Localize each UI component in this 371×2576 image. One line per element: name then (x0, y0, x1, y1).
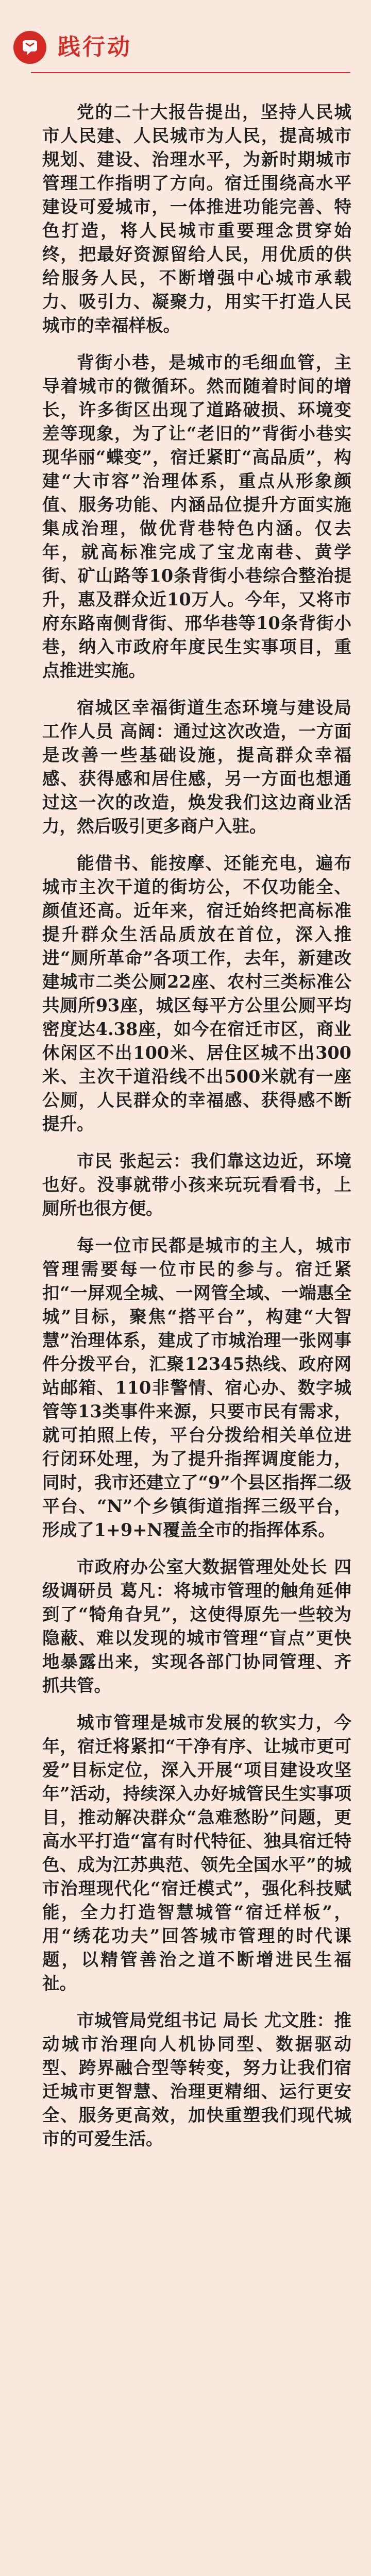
title-divider (31, 72, 350, 73)
paragraph-quote-you-wensheng: 市城管局党组书记 局长 尤文胜：推动城市治理向人机协同型、数据驱动型、跨界融合型等转变，努力让我们宿迁城市更智慧、治理更精细、运行更安全、服务更高效，加快重塑我们现代城市的可爱生活。 (42, 2010, 351, 2149)
paragraph-soft-power: 城市管理是城市发展的软实力，今年，宿迁将紧扣“干净有序、让城市更可爱”目标定位，深入开展“项目建设攻坚年”活动，持续深入办好城管民生实事项目，推动解决群众“急难愁盼”问题，更高水平打造“富有时代特征、独具宿迁特色、成为江苏典范、领先全国水平”的城市治理现代化“宿迁模式”，强化科技赋能，全力打造智慧城管“宿迁样板”，用“绣花功夫”回答城市管理的时代课题，以精管善治之道不断增进民生福祉。 (42, 1713, 351, 1993)
paragraph-smart-platform: 每一位市民都是城市的主人，城市管理需要每一位市民的参与。宿迁紧扣“一屏观全城、一网管全域、一端惠全城”目标，聚焦“搭平台”，构建“大智慧”治理体系，建成了市城治理一张网事件分拨平台，汇聚12345热线、政府网站邮箱、110非警情、宿心办、数字城管等13类事件来源，只要市民有需求，就可拍照上传，平台分拨给相关单位进行闭环处理，为了提升指挥调度能力，同时，我市还建立了“9”个县区指挥二级平台、“N”个乡镇街道指挥三级平台，形成了1+9+N覆盖全市的指挥体系。 (42, 1235, 351, 1540)
section-header (0, 0, 371, 88)
article-body (42, 100, 351, 2164)
paragraph-quote-ge-fan: 市政府办公室大数据管理处处长 四级调研员 葛凡：将城市管理的触角延伸到了“犄角旮旯”，这使得原先一些较为隐蔽、难以发现的城市管理“盲点”更快地暴露出来，实现各部门协同管理、齐抓共管。 (42, 1557, 351, 1696)
red-circle-logo-icon (13, 31, 46, 64)
paragraph-intro: 党的二十大报告提出，坚持人民城市人民建、人民城市为人民，提高城市规划、建设、治理水平，为新时期城市管理工作指明了方向。宿迁围绕高水平建设可爱城市，一体推进功能完善、特色打造，将人民城市重要理念贯穿始终，把最好资源留给人民，用优质的供给服务人民，不断增强中心城市承载力、吸引力、凝聚力，用实干打造人民城市的幸福样板。 (42, 102, 351, 335)
paragraph-quote-citizen: 市民 张起云：我们靠这边近，环境也好。没事就带小孩来玩玩看看书，上厕所也很方便。 (42, 1151, 351, 1218)
section-title: 践行动 (58, 34, 132, 60)
city-skyline-icon (0, 2550, 371, 2576)
paragraph-quote-gao-kuo: 宿城区幸福街道生态环境与建设局工作人员 高阔：通过这次改造，一方面是改善一些基础设施，提高群众幸福感、获得感和居住感，另一方面也想通过这一次的改造，焕发我们这边商业活力，然后吸引更多商户入驻。 (42, 698, 351, 836)
paragraph-public-toilets: 能借书、能按摩、还能充电，遍布城市主次干道的街坊公，不仅功能全、颜值还高。近年来，宿迁始终把高标准提升群众生活品质放在首位，深入推进“厕所革命”各项工作，去年，新建改建城市二类公厕22座、农村三类标准公共厕所93座，城区每平方公里公厕平均密度达4.38座，如今在宿迁市区，商业休闲区不出100米、居住区城不出300米、主次干道沿线不出500米就有一座公厕，人民群众的幸福感、获得感不断提升。 (42, 853, 351, 1134)
paragraph-back-alleys: 背街小巷，是城市的毛细血管，主导着城市的微循环。然而随着时间的增长，许多街区出现了道路破损、环境变差等现象，为了让“老旧的”背街小巷实现华丽“蝶变”，宿迁紧盯“高品质”，构建“大市容”治理体系，重点从形象颜值、服务功能、内涵品位提升方面实施集成治理，做优背巷特色内涵。仅去年，就高标准完成了宝龙南巷、黄学街、矿山路等10条背街小巷综合整治提升，惠及群众近10万人。今年，又将市府东路南侧背街、邢华巷等10条背街小巷，纳入市政府年度民生实事项目，重点推进实施。 (42, 352, 351, 681)
